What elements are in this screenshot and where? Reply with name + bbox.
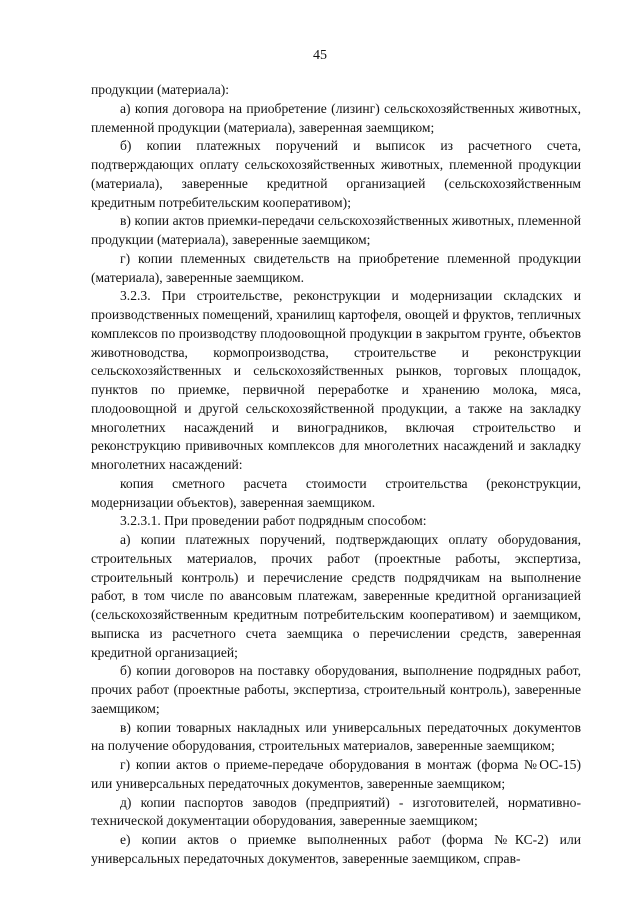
paragraph-11: в) копии товарных накладных или универсальных передаточных документов на получение оборудования, строительных материалов, заверенные заемщиком; <box>91 719 581 754</box>
paragraph-3: б) копии платежных поручений и выписок из расчетного счета, подтверждающих оплату сельскохозяйственных животных, племенной продукции (материала), заверенные кредитной организацией (сельскохозяйственным кредитным потребительским кооперативом); <box>91 138 581 210</box>
page-number: 45 <box>313 48 327 63</box>
document-body <box>91 81 581 869</box>
paragraph-14: е) копии актов о приемке выполненных работ (форма №КС-2) или универсальных передаточных документов, заверенные заемщиком, справ- <box>91 832 581 866</box>
paragraph-13: д) копии паспортов заводов (предприятий) - изготовителей, нормативно-технической документации оборудования, заверенные заемщиком; <box>91 794 581 829</box>
paragraph-12: г) копии актов о приеме-передаче оборудования в монтаж (форма №ОС-15) или универсальных передаточных документов, заверенные заемщиком; <box>91 757 581 791</box>
paragraph-4: в) копии актов приемки-передачи сельскохозяйственных животных, племенной продукции (материала), заверенные заемщиком; <box>91 213 581 247</box>
paragraph-5: г) копии племенных свидетельств на приобретение племенной продукции (материала), заверенные заемщиком. <box>91 250 581 285</box>
paragraph-6: 3.2.3. При строительстве, реконструкции и модернизации складских и производственных помещений, хранилищ картофеля, овощей и фруктов, тепличных комплексов по производству плодоовощной продукции в закрытом грунте, объектов животноводства, кормопроизводства, строительстве и реконструкции сельскохозяйственных и сельскохозяйственных рынков, торговых площадок, пунктов по приемке, первичной переработке и хранению молока, мяса, плодоовощной и другой сельскохозяйственной продукции, а также на закладку многолетних насаждений и виноградников, включая строительство и реконструкцию прививочных комплексов для многолетних насаждений и закладку многолетних насаждений: <box>91 288 581 472</box>
paragraph-10: б) копии договоров на поставку оборудования, выполнение подрядных работ, прочих работ (проектные работы, экспертиза, строительный контроль), заверенные заемщиком; <box>91 663 581 716</box>
paragraph-2: а) копия договора на приобретение (лизинг) сельскохозяйственных животных, племенной продукции (материала), заверенная заемщиком; <box>91 100 581 135</box>
paragraph-1: продукции (материала): <box>91 82 230 97</box>
paragraph-9: а) копии платежных поручений, подтверждающих оплату оборудования, строительных материалов, прочих работ (проектные работы, экспертиза, строительный контроль) и перечисление средств подрядчикам на выполнение работ, в том числе по авансовым платежам, заверенные кредитной организацией (сельскохозяйственным кредитным потребительским кооперативом) и заемщиком, выписка из расчетного счета заемщика о перечислении средств, заверенная кредитной организацией; <box>91 532 581 660</box>
paragraph-7: копия сметного расчета стоимости строительства (реконструкции, модернизации объектов), заверенная заемщиком. <box>91 475 581 510</box>
paragraph-8: 3.2.3.1. При проведении работ подрядным способом: <box>120 513 427 529</box>
